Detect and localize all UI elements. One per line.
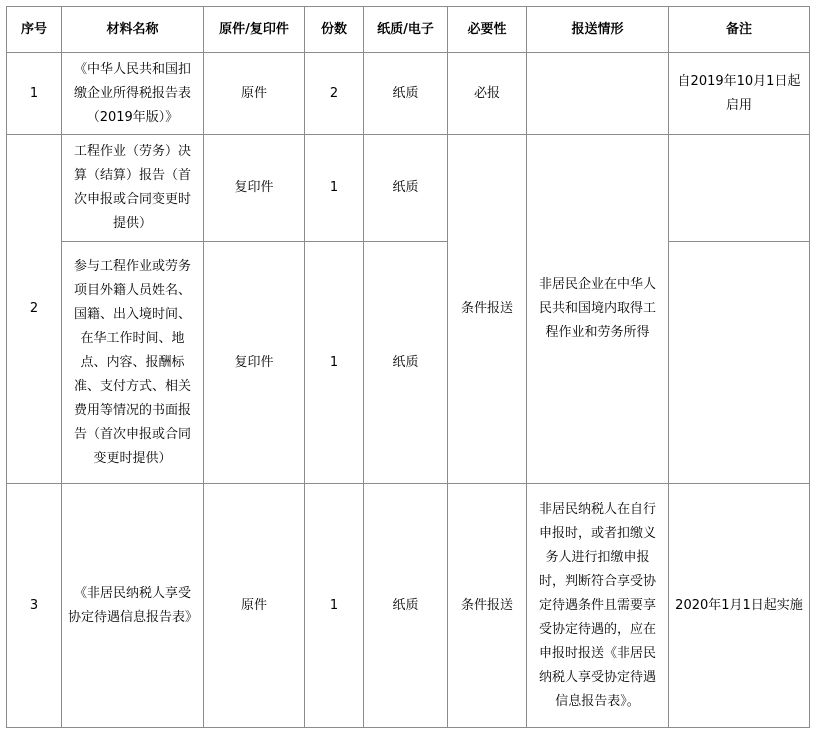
cell-medium: 纸质 (364, 242, 448, 484)
header-seq: 序号 (7, 7, 62, 53)
cell-copy: 复印件 (204, 242, 305, 484)
table-row (7, 53, 810, 135)
cell-medium: 纸质 (364, 484, 448, 728)
cell-medium: 纸质 (364, 135, 448, 242)
header-name: 材料名称 (62, 7, 204, 53)
cell-medium: 纸质 (364, 53, 448, 135)
cell-necessity: 条件报送 (448, 484, 527, 728)
cell-count: 1 (305, 135, 364, 242)
cell-note: 2020年1月1日起实施 (669, 484, 810, 728)
cell-name: 参与工程作业或劳务项目外籍人员姓名、国籍、出入境时间、在华工作时间、地点、内容、报酬标准、支付方式、相关费用等情况的书面报告（首次申报或合同变更时提供） (62, 242, 204, 484)
header-necessity: 必要性 (448, 7, 527, 53)
cell-seq: 3 (7, 484, 62, 728)
cell-note: 自2019年10月1日起启用 (669, 53, 810, 135)
cell-necessity: 条件报送 (448, 135, 527, 484)
cell-situation: 非居民企业在中华人民共和国境内取得工程作业和劳务所得 (527, 135, 669, 484)
header-situation: 报送情形 (527, 7, 669, 53)
cell-name: 《非居民纳税人享受协定待遇信息报告表》 (62, 484, 204, 728)
header-note: 备注 (669, 7, 810, 53)
header-count: 份数 (305, 7, 364, 53)
cell-seq: 2 (7, 135, 62, 484)
header-copy: 原件/复印件 (204, 7, 305, 53)
cell-count: 1 (305, 242, 364, 484)
cell-seq: 1 (7, 53, 62, 135)
header-medium: 纸质/电子 (364, 7, 448, 53)
cell-count: 2 (305, 53, 364, 135)
header-row (7, 7, 810, 53)
cell-count: 1 (305, 484, 364, 728)
cell-name: 《中华人民共和国扣缴企业所得税报告表（2019年版）》 (62, 53, 204, 135)
cell-name: 工程作业（劳务）决算（结算）报告（首次申报或合同变更时提供） (62, 135, 204, 242)
cell-copy: 复印件 (204, 135, 305, 242)
materials-table (6, 6, 810, 728)
cell-situation (527, 53, 669, 135)
table-row (7, 242, 810, 484)
cell-copy: 原件 (204, 53, 305, 135)
cell-copy: 原件 (204, 484, 305, 728)
cell-note (669, 135, 810, 242)
cell-situation: 非居民纳税人在自行申报时，或者扣缴义务人进行扣缴申报时，判断符合享受协定待遇条件且需要享受协定待遇的，应在申报时报送《非居民纳税人享受协定待遇信息报告表》。 (527, 484, 669, 728)
cell-note (669, 242, 810, 484)
cell-necessity: 必报 (448, 53, 527, 135)
table-row (7, 135, 810, 242)
table-row (7, 484, 810, 728)
